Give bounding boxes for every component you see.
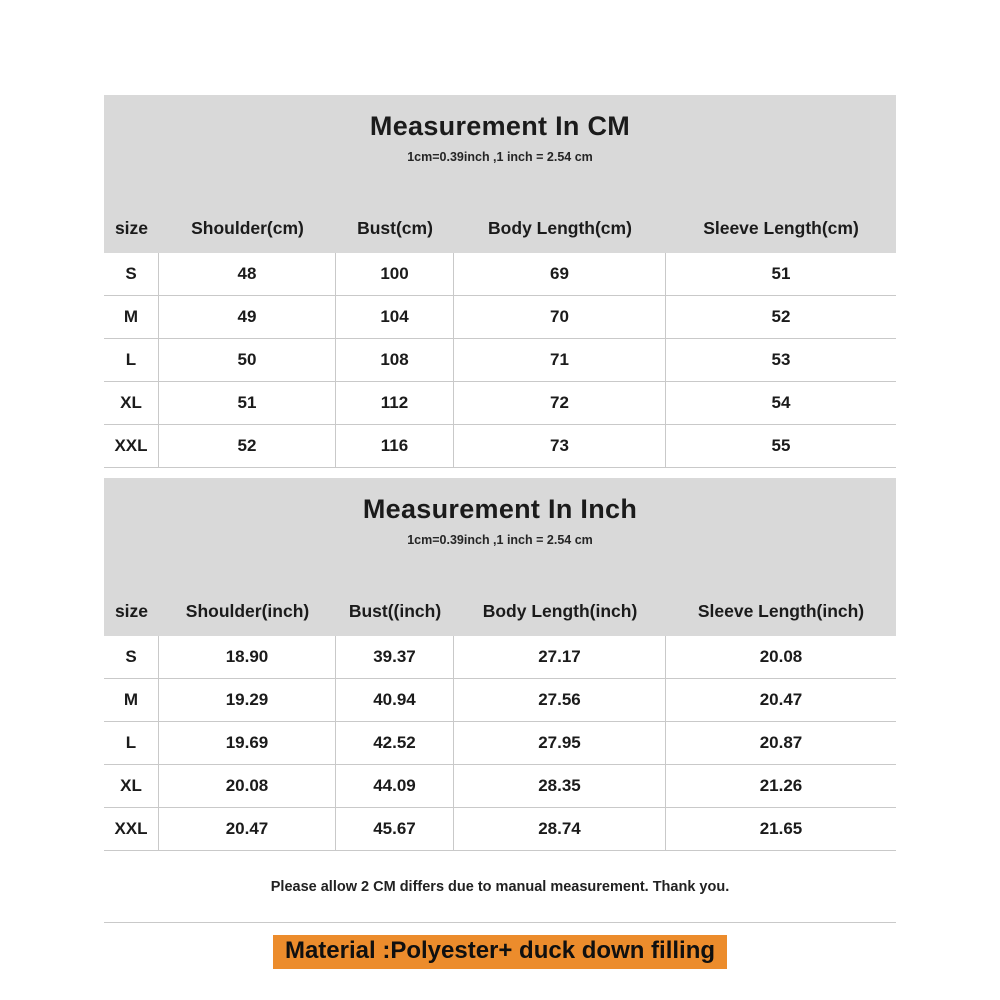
- value-cell: 40.94: [336, 679, 454, 722]
- table-row: [104, 425, 896, 468]
- value-cell: 55: [666, 425, 896, 468]
- table-row: [104, 296, 896, 339]
- cm-table-subtitle: 1cm=0.39inch ,1 inch = 2.54 cm: [407, 150, 593, 164]
- table-row: [104, 808, 896, 851]
- value-cell: 42.52: [336, 722, 454, 765]
- table-row: [104, 253, 896, 296]
- size-cell: XL: [104, 765, 159, 808]
- material-row: [0, 935, 1000, 969]
- value-cell: 28.35: [454, 765, 666, 808]
- value-cell: 52: [159, 425, 336, 468]
- value-cell: 20.47: [666, 679, 896, 722]
- value-cell: 100: [336, 253, 454, 296]
- value-cell: 108: [336, 339, 454, 382]
- value-cell: 72: [454, 382, 666, 425]
- cm-table-header-area: [104, 95, 896, 253]
- value-cell: 53: [666, 339, 896, 382]
- table-row: [104, 765, 896, 808]
- inch-table-section: [104, 478, 896, 851]
- inch-col-header-sleeve-length: Sleeve Length(inch): [697, 600, 865, 621]
- value-cell: 20.08: [159, 765, 336, 808]
- table-row: [104, 636, 896, 679]
- size-cell: XL: [104, 382, 159, 425]
- value-cell: 70: [454, 296, 666, 339]
- value-cell: 50: [159, 339, 336, 382]
- value-cell: 27.56: [454, 679, 666, 722]
- inch-table-subtitle: 1cm=0.39inch ,1 inch = 2.54 cm: [407, 533, 593, 547]
- value-cell: 51: [666, 253, 896, 296]
- material-highlight: Material :Polyester+ duck down filling: [273, 935, 727, 969]
- cm-table-section: [104, 95, 896, 468]
- value-cell: 28.74: [454, 808, 666, 851]
- size-cell: XXL: [104, 425, 159, 468]
- tolerance-note: Please allow 2 CM differs due to manual measurement. Thank you.: [104, 851, 896, 923]
- value-cell: 44.09: [336, 765, 454, 808]
- value-cell: 45.67: [336, 808, 454, 851]
- inch-col-header-bust: Bust((inch): [348, 600, 442, 621]
- value-cell: 69: [454, 253, 666, 296]
- value-cell: 20.08: [666, 636, 896, 679]
- size-cell: S: [104, 253, 159, 296]
- table-row: [104, 339, 896, 382]
- inch-header-row: [104, 586, 896, 636]
- inch-col-header-body-length: Body Length(inch): [482, 600, 638, 621]
- value-cell: 71: [454, 339, 666, 382]
- inch-table-header-area: [104, 478, 896, 636]
- size-cell: M: [104, 296, 159, 339]
- size-cell: S: [104, 636, 159, 679]
- cm-col-header-sleeve-length: Sleeve Length(cm): [703, 217, 859, 238]
- cm-col-header-body-length: Body Length(cm): [488, 217, 632, 238]
- cm-col-header-size: size: [114, 217, 149, 238]
- value-cell: 19.69: [159, 722, 336, 765]
- value-cell: 39.37: [336, 636, 454, 679]
- inch-table-body: [104, 636, 896, 851]
- inch-table-title: Measurement In Inch: [362, 494, 638, 524]
- value-cell: 116: [336, 425, 454, 468]
- cm-table-title: Measurement In CM: [369, 111, 631, 141]
- inch-col-header-shoulder: Shoulder(inch): [185, 600, 310, 621]
- value-cell: 49: [159, 296, 336, 339]
- value-cell: 73: [454, 425, 666, 468]
- value-cell: 112: [336, 382, 454, 425]
- value-cell: 52: [666, 296, 896, 339]
- table-row: [104, 722, 896, 765]
- cm-col-header-shoulder: Shoulder(cm): [191, 217, 304, 238]
- inch-col-header-size: size: [114, 600, 149, 621]
- value-cell: 51: [159, 382, 336, 425]
- value-cell: 20.47: [159, 808, 336, 851]
- value-cell: 48: [159, 253, 336, 296]
- cm-header-row: [104, 203, 896, 253]
- size-cell: L: [104, 722, 159, 765]
- value-cell: 21.26: [666, 765, 896, 808]
- value-cell: 104: [336, 296, 454, 339]
- value-cell: 19.29: [159, 679, 336, 722]
- cm-table-body: [104, 253, 896, 468]
- value-cell: 54: [666, 382, 896, 425]
- value-cell: 27.17: [454, 636, 666, 679]
- value-cell: 20.87: [666, 722, 896, 765]
- value-cell: 18.90: [159, 636, 336, 679]
- size-cell: M: [104, 679, 159, 722]
- table-row: [104, 382, 896, 425]
- table-row: [104, 679, 896, 722]
- cm-col-header-bust: Bust(cm): [357, 217, 433, 238]
- value-cell: 21.65: [666, 808, 896, 851]
- value-cell: 27.95: [454, 722, 666, 765]
- size-cell: XXL: [104, 808, 159, 851]
- size-cell: L: [104, 339, 159, 382]
